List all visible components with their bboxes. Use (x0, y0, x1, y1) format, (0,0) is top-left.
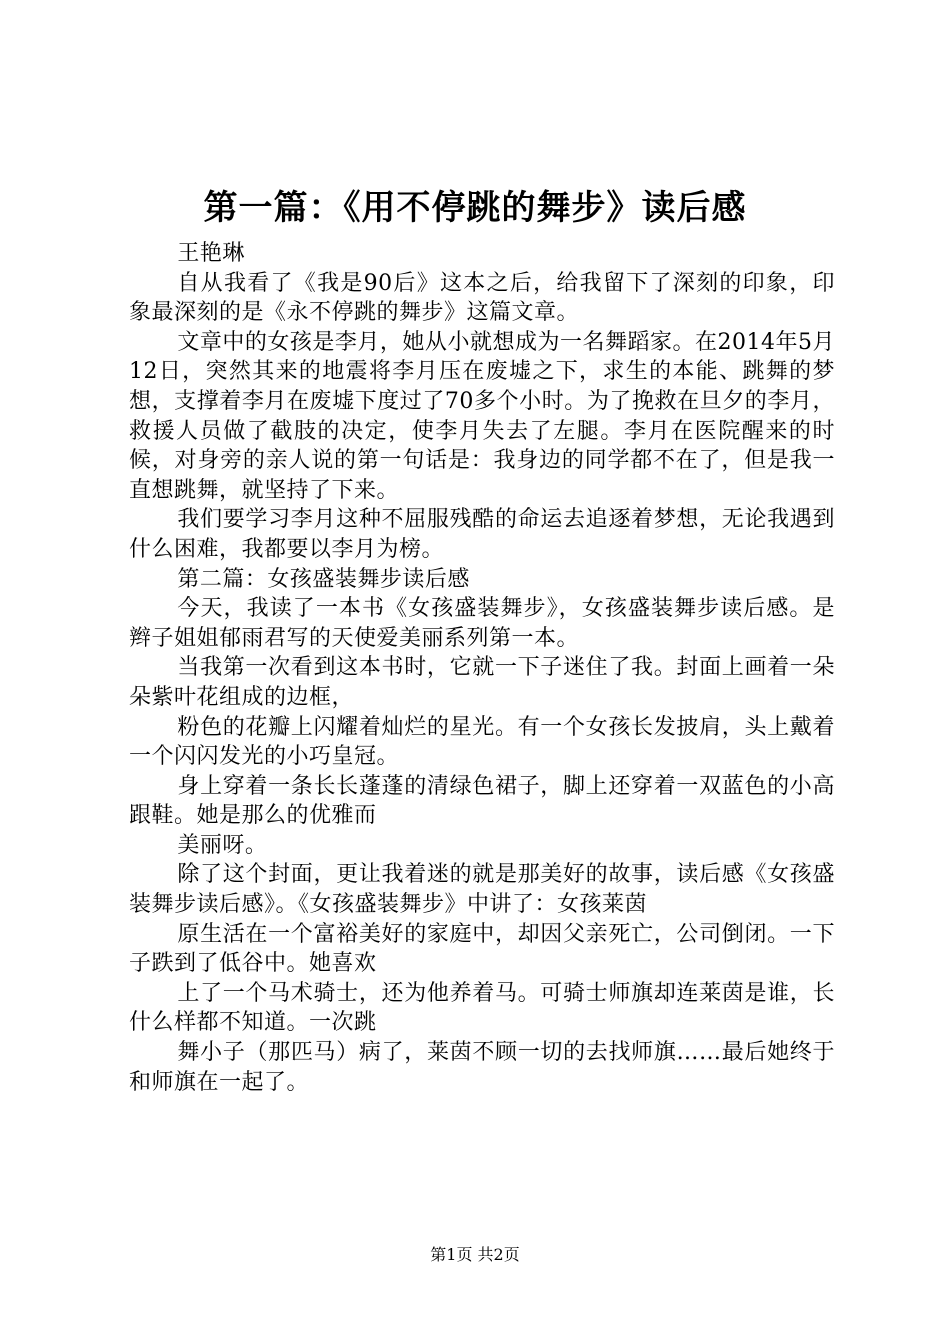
paragraph: 原生活在一个富裕美好的家庭中，却因父亲死亡，公司倒闭。一下子跌到了低谷中。她喜欢 (129, 921, 835, 977)
paragraph: 我们要学习李月这种不屈服残酷的命运去追逐着梦想，无论我遇到什么困难，我都要以李月为榜。 (129, 507, 835, 562)
paragraph: 今天，我读了一本书《女孩盛装舞步》，女孩盛装舞步读后感。是辫子姐姐郁雨君写的天使爱美丽系列第一本。 (129, 596, 835, 651)
paragraph: 身上穿着一条长长蓬蓬的清绿色裙子，脚上还穿着一双蓝色的小高跟鞋。她是那么的优雅而 (129, 773, 835, 829)
paragraph: 自从我看了《我是90后》这本之后，给我留下了深刻的印象，印象最深刻的是《永不停跳的舞步》这篇文章。 (129, 270, 835, 326)
paragraph: 舞小子（那匹马）病了，莱茵不顾一切的去找师旗……最后她终于和师旗在一起了。 (129, 1040, 835, 1095)
paragraph: 上了一个马术骑士，还为他养着马。可骑士师旗却连莱茵是谁，长什么样都不知道。一次跳 (129, 980, 835, 1036)
paragraph: 粉色的花瓣上闪耀着灿烂的星光。有一个女孩长发披肩，头上戴着一个闪闪发光的小巧皇冠。 (129, 714, 835, 770)
page-number-footer: 第1页 共2页 (430, 1245, 520, 1264)
section-heading: 第二篇：女孩盛装舞步读后感 (177, 566, 470, 592)
paragraph: 文章中的女孩是李月，她从小就想成为一名舞蹈家。在2014年5月12日，突然其来的地震将李月压在废墟之下，求生的本能、跳舞的梦想，支撑着李月在废墟下度过了70多个小时。为了挽救在旦夕的李月，救援人员做了截肢的决定，使李月失去了左腿。李月在医院醒来的时候，对身旁的亲人说的第一句话是：我身边的同学都不在了，但是我一直想跳舞，就坚持了下来。 (129, 329, 835, 503)
document-title: 第一篇：《用不停跳的舞步》读后感 (203, 188, 747, 228)
document-body (129, 239, 835, 1097)
author-line: 王艳琳 (177, 241, 245, 266)
paragraph: 除了这个封面，更让我着迷的就是那美好的故事，读后感《女孩盛装舞步读后感》。《女孩盛装舞步》中讲了：女孩莱茵 (129, 862, 835, 918)
paragraph: 美丽呀。 (177, 832, 268, 858)
paragraph: 当我第一次看到这本书时，它就一下子迷住了我。封面上画着一朵朵紫叶花组成的边框， (129, 655, 835, 710)
